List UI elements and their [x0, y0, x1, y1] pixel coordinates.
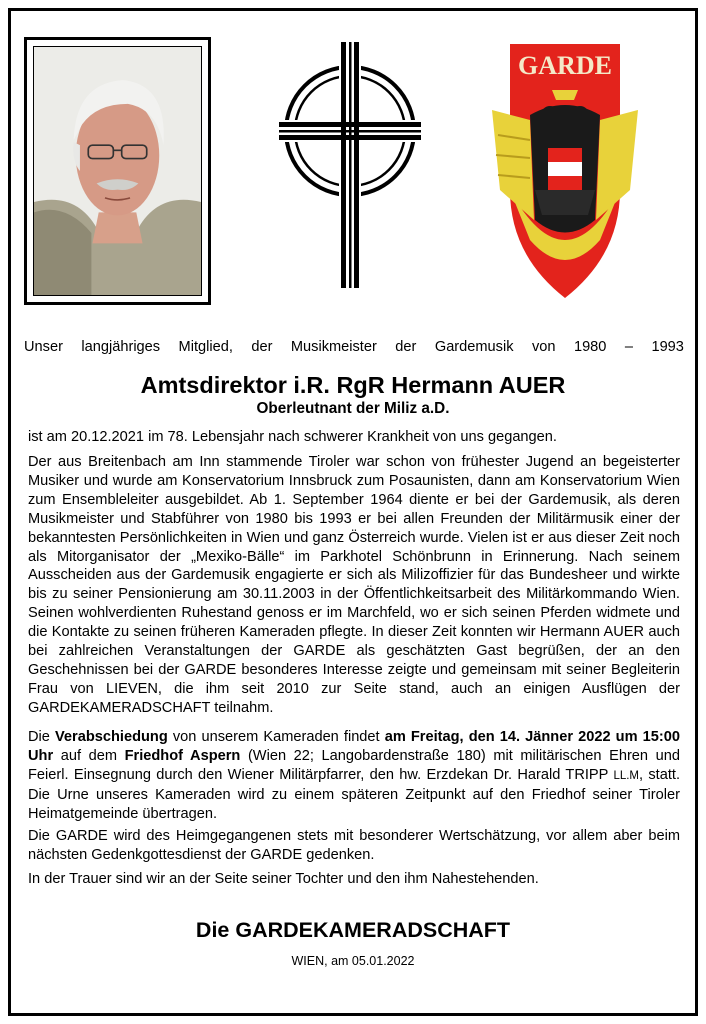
deceased-rank: Oberleutnant der Miliz a.D.	[256, 400, 450, 417]
farewell-location: Friedhof Aspern	[124, 747, 241, 764]
paragraph-biography: Der aus Breitenbach am Inn stammende Tiroler war schon von frühester Jugend an begeisterter Musiker und wurde am Konservatorium Innsbruck zum Posaunisten, dann am Konservatorium Wien zum Ensembleleiter ausgebildet. Ab 1. September 1964 diente er bei der Gardemusik, als deren Musikmeister und Stabführer von 1980 bis 1993 er bei allen Freunden der Militärmusik einer der bekanntesten Persönlichkeiten in Wien und ganz Österreich wurde. Vielen ist er aus dieser Zeit noch als Mitorganisator der „Mexiko-Bälle“ im Parkhotel Schönbrunn in Erinnerung. Nach seinem Ausscheiden aus der Gardemusik engagierte er sich als Milizoffizier für das Bundesheer und wirkte bis zu seiner Pensionierung am 30.11.2003 in der Öffentlichkeitsarbeit des Militärkommando Wien. Seinen wohlverdienten Ruhestand genoss er im Marchfeld, wo er sich seinen Pferden widmete und die Kontakte zu seinen früheren Kameraden pflegte. In dieser Zeit konnten wir Hermann AUER auch bei zahlreichen Veranstaltungen der GARDE als geschätzten Gast begrüßen, der an den Geschehnissen bei der GARDE besonderes Interesse zeigte und gemeinsam mit seiner Begleiterin Frau von LIEVEN, die ihm seit 2010 zur Seite stand, auch an einigen Ausflügen der GARDEKAMERADSCHAFT teilnahm.	[28, 454, 680, 716]
paragraph-condolence: In der Trauer sind wir an der Seite seiner Tochter und den ihm Nahestehenden.	[28, 871, 539, 887]
paragraph-farewell	[28, 728, 680, 824]
intro-word: Musikmeister	[290, 339, 377, 355]
paragraph-remembrance: Die GARDE wird des Heimgegangenen stets mit besonderer Wertschätzung, vor allem aber beim nächsten Gedenkgottesdienst der GARDE gedenken.	[28, 828, 680, 863]
intro-word: von	[531, 339, 556, 355]
intro-word: Gardemusik	[434, 339, 514, 355]
intro-word: 1993	[651, 339, 684, 355]
intro-line	[24, 338, 684, 356]
farewell-date: am Freitag, den 14. Jänner 2022 um 15:00 Uhr	[28, 729, 680, 764]
intro-word: 1980	[573, 339, 607, 355]
intro-word: Mitglied,	[178, 339, 233, 355]
place-date: WIEN, am 05.01.2022	[291, 954, 415, 968]
intro-word: langjähriges	[81, 339, 161, 355]
intro-word: –	[624, 339, 633, 355]
portrait-frame	[24, 37, 211, 305]
portrait-photo	[33, 46, 202, 296]
farewell-text: auf dem	[53, 747, 125, 764]
intro-word: der	[395, 339, 417, 355]
cross-icon	[277, 38, 423, 292]
farewell-text: von unserem Kameraden findet	[167, 729, 385, 745]
paragraph-death-notice: ist am 20.12.2021 im 78. Lebensjahr nach schwerer Krankheit von uns gegangen.	[28, 429, 557, 445]
intro-word: der	[251, 339, 273, 355]
farewell-text: Die	[28, 729, 55, 745]
intro-word: Unser	[24, 339, 63, 355]
farewell-text: , statt. Die Urne unseres Kameraden wird zu einem späteren Zeitpunkt auf den Friedhof seiner Tiroler Heimatgemeinde übertragen.	[28, 766, 680, 822]
garde-crest-logo	[490, 40, 640, 302]
signature: Die GARDEKAMERADSCHAFT	[195, 918, 511, 942]
deceased-name: Amtsdirektor i.R. RgR Hermann AUER	[140, 372, 566, 398]
farewell-bold: Verabschiedung	[55, 729, 168, 745]
farewell-text: (Wien 22; Langobardenstraße 180) mit militärischen Ehren und Feierl. Einsegnung durch den Wiener Militärpfarrer, den hw. Erzdekan Dr. Harald TRIPP	[28, 747, 680, 783]
crest-label: GARDE	[518, 51, 612, 80]
farewell-degree: LL.M	[613, 769, 640, 782]
